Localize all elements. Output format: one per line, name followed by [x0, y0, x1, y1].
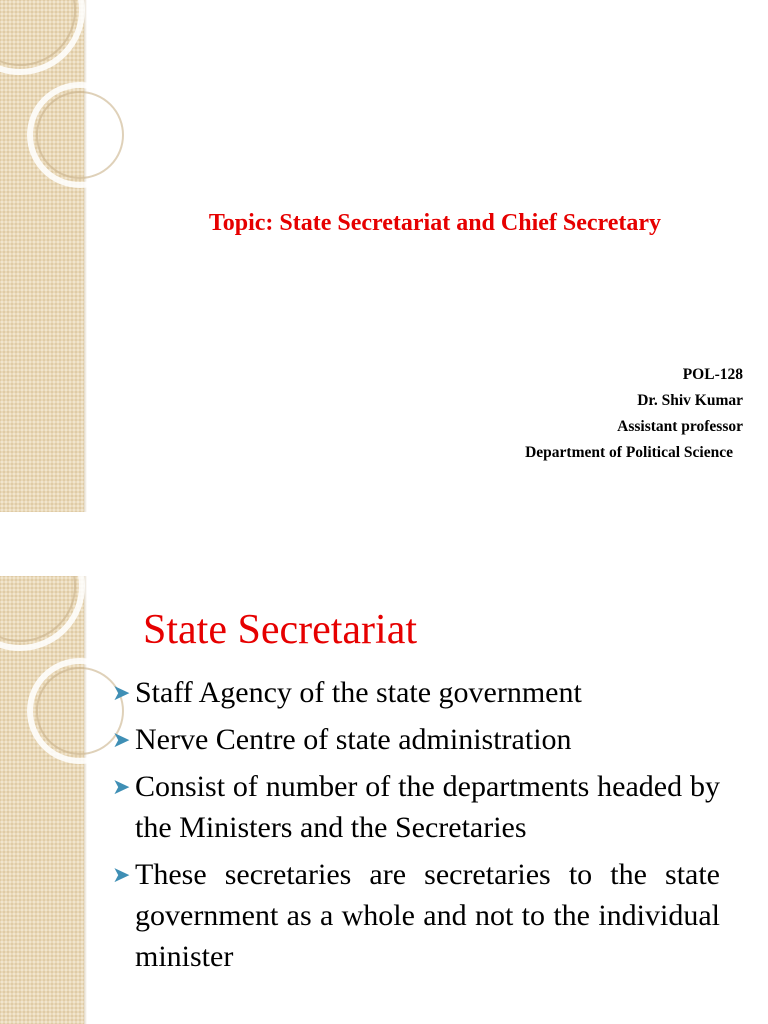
content-slide	[0, 576, 768, 1024]
course-code: POL-128	[682, 366, 743, 383]
bullet-text: Staff Agency of the state government	[135, 676, 582, 709]
list-item	[112, 854, 720, 977]
arrow-bullet-icon: ➤	[112, 680, 131, 705]
bullet-list	[112, 672, 720, 983]
arrow-bullet-icon: ➤	[112, 862, 131, 887]
list-item	[112, 672, 720, 713]
list-item	[112, 766, 720, 848]
author-position: Assistant professor	[617, 418, 743, 435]
bullet-text: Nerve Centre of state administration	[135, 723, 572, 756]
bullet-text: These secretaries are secretaries to the state government as a whole and not to the individual minister	[135, 858, 720, 973]
list-item	[112, 719, 720, 760]
author-name: Dr. Shiv Kumar	[637, 392, 743, 409]
bullet-text: Consist of number of the departments headed by the Ministers and the Secretaries	[135, 770, 720, 844]
arrow-bullet-icon: ➤	[112, 727, 131, 752]
slide-title: State Secretariat	[143, 607, 418, 653]
slide-topic-heading: Topic: State Secretariat and Chief Secretary	[208, 210, 662, 236]
presenter-info	[525, 362, 743, 466]
arrow-bullet-icon: ➤	[112, 774, 131, 799]
author-department: Department of Political Science	[525, 444, 733, 461]
slide-gap	[0, 512, 768, 576]
